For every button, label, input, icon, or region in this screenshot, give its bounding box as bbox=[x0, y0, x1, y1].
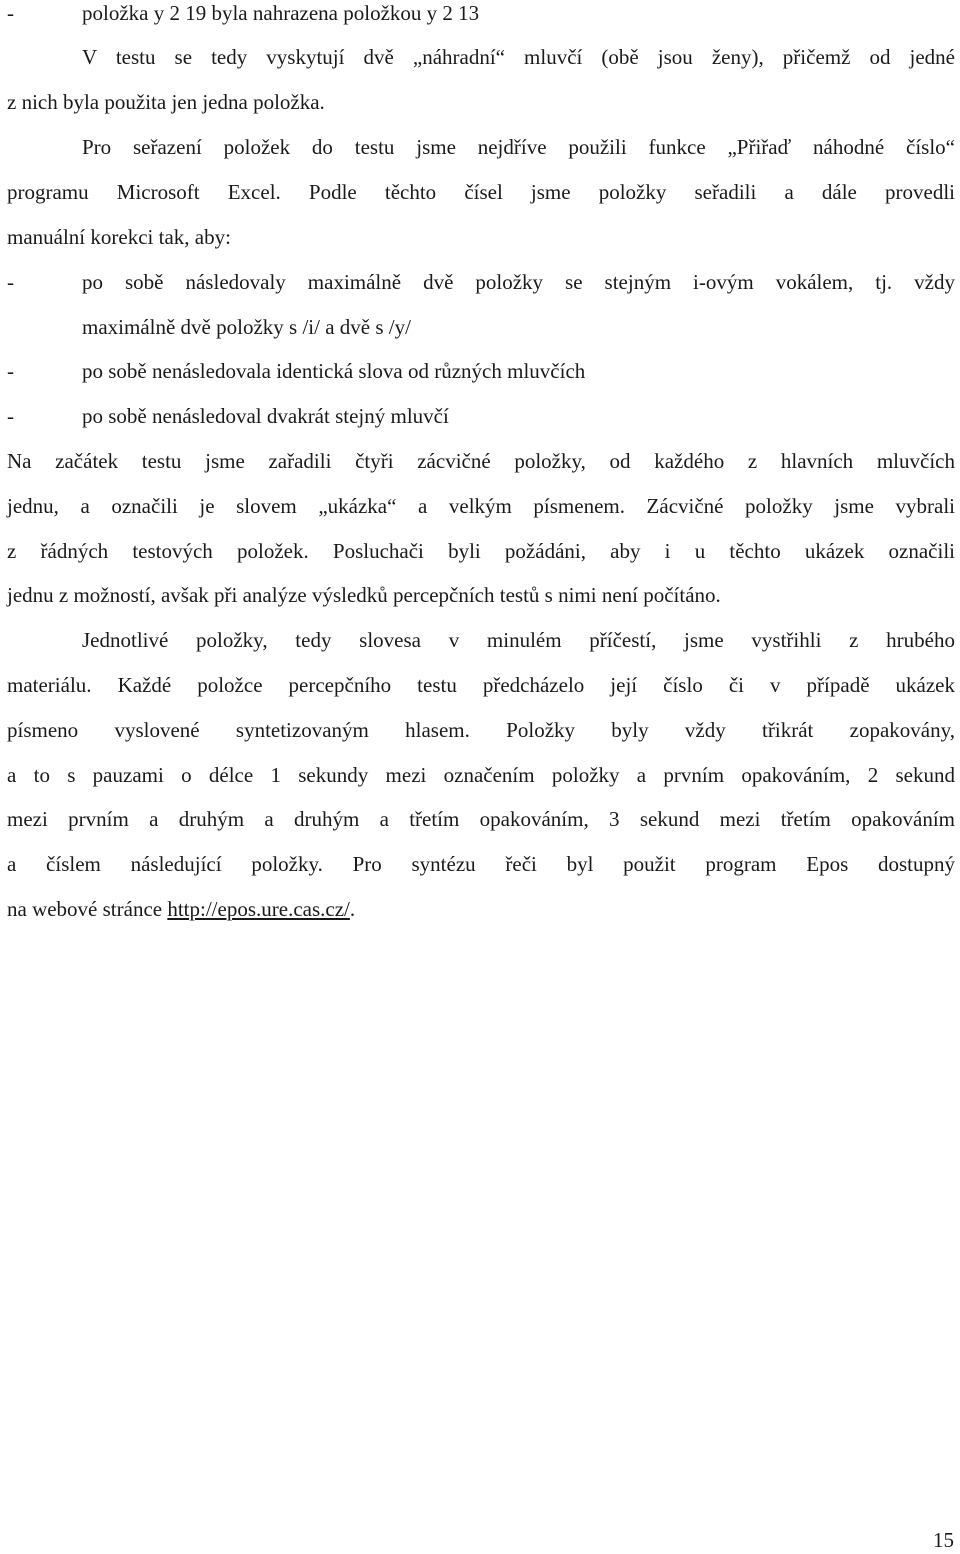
list-item-text: položka y 2 19 byla nahrazena položkou y 2 13 bbox=[82, 1, 480, 25]
paragraph-line: z nich byla použita jen jedna položka. bbox=[7, 90, 325, 114]
paragraph-text: na webové stránce bbox=[7, 897, 168, 921]
paragraph-line: Jednotlivé položky, tedy slovesa v minulém příčestí, jsme vystřihli z hrubého bbox=[82, 628, 955, 652]
paragraph-line bbox=[7, 895, 955, 923]
paragraph-line: jednu z možností, avšak při analýze výsledků percepčních testů s nimi není počítáno. bbox=[7, 583, 721, 607]
paragraph-line: z řádných testových položek. Posluchači byli požádáni, aby i u těchto ukázek označili bbox=[7, 539, 955, 563]
paragraph-line: Na začátek testu jsme zařadili čtyři zácvičné položky, od každého z hlavních mluvčích bbox=[7, 449, 955, 473]
list-dash: - bbox=[7, 404, 14, 428]
paragraph-line: programu Microsoft Excel. Podle těchto čísel jsme položky seřadili a dále provedli bbox=[7, 180, 955, 204]
list-item-text: po sobě následovaly maximálně dvě položky se stejným i-ovým vokálem, tj. vždy bbox=[82, 270, 955, 294]
paragraph-line: písmeno vyslovené syntetizovaným hlasem. Položky byly vždy třikrát zopakovány, bbox=[7, 718, 955, 742]
epos-link[interactable]: http://epos.ure.cas.cz/ bbox=[167, 897, 350, 921]
list-item-text: maximálně dvě položky s /i/ a dvě s /y/ bbox=[82, 315, 411, 339]
paragraph-line: manuální korekci tak, aby: bbox=[7, 225, 231, 249]
paragraph-line: a to s pauzami o délce 1 sekundy mezi označením položky a prvním opakováním, 2 sekund bbox=[7, 763, 955, 787]
paragraph-line: materiálu. Každé položce percepčního testu předcházelo její číslo či v případě ukázek bbox=[7, 673, 955, 697]
list-dash: - bbox=[7, 359, 14, 383]
paragraph-line: Pro seřazení položek do testu jsme nejdříve použili funkce „Přiřaď náhodné číslo“ bbox=[82, 135, 955, 159]
paragraph-line: V testu se tedy vyskytují dvě „náhradní“ mluvčí (obě jsou ženy), přičemž od jedné bbox=[82, 45, 955, 69]
list-dash: - bbox=[7, 1, 14, 25]
page-number: 15 bbox=[933, 1528, 954, 1552]
list-item-text: po sobě nenásledovala identická slova od různých mluvčích bbox=[82, 359, 586, 383]
sentence-period: . bbox=[349, 897, 356, 921]
list-dash: - bbox=[7, 270, 14, 294]
list-item-text: po sobě nenásledoval dvakrát stejný mluvčí bbox=[82, 404, 449, 428]
paragraph-line: mezi prvním a druhým a druhým a třetím opakováním, 3 sekund mezi třetím opakováním bbox=[7, 807, 955, 831]
paragraph-line: a číslem následující položky. Pro syntézu řeči byl použit program Epos dostupný bbox=[7, 852, 955, 876]
paragraph-line: jednu, a označili je slovem „ukázka“ a velkým písmenem. Zácvičné položky jsme vybrali bbox=[7, 494, 955, 518]
